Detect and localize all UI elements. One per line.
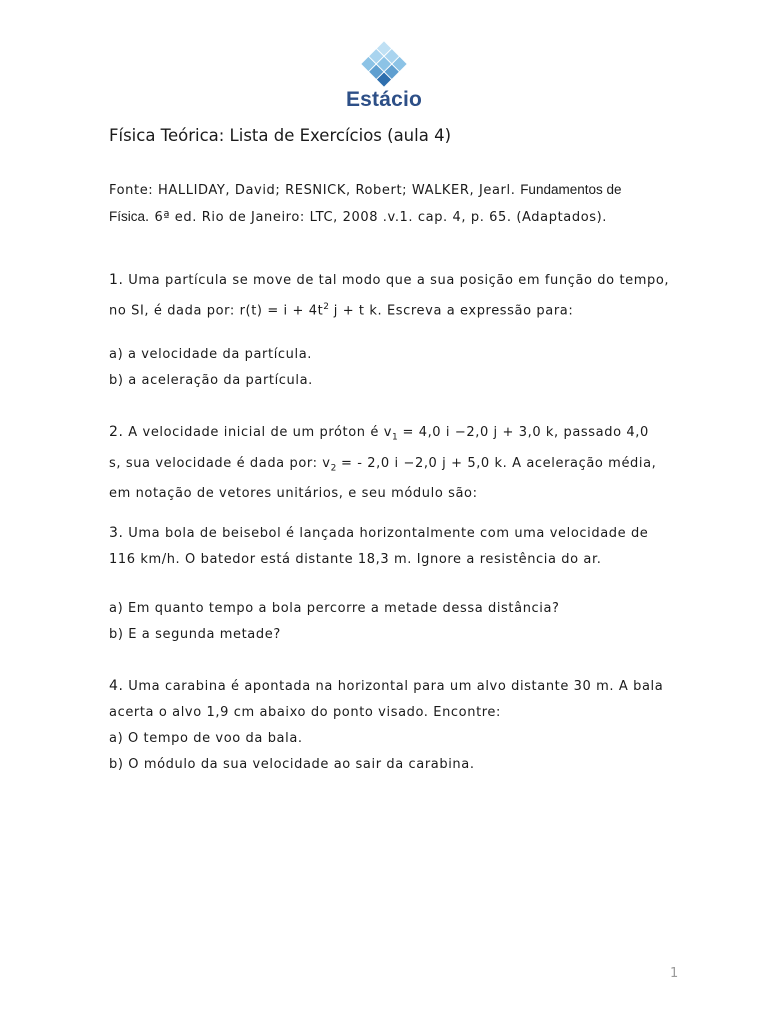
q3-number: 3. — [109, 525, 124, 541]
page-title: Física Teórica: Lista de Exercícios (aula 4) — [109, 126, 452, 145]
source-reference — [109, 177, 669, 231]
q1-line-2: no SI, é dada por: $r(t) = i + 4t^2$ j + t k. Escreva a expressão para: — [109, 302, 574, 319]
question-3-items — [109, 596, 669, 648]
q3-item-a: a) Em quanto tempo a bola percorre a metade dessa distância? — [109, 601, 560, 616]
page-number: 1 — [670, 966, 679, 981]
estacio-logo-icon — [360, 40, 408, 88]
source-line-2: Física. 6ª ed. Rio de Janeiro: LTC, 2008 .v.1. cap. 4, p. 65. (Adaptados). — [109, 209, 608, 225]
q2-line-1: 2. A velocidade inicial de um próton é $v_1 = 4,0$ i −2,0 j + 3,0 k, passado 4,0 — [109, 424, 649, 443]
q4-number: 4. — [109, 678, 124, 694]
q2-line-3: em notação de vetores unitários, e seu módulo são: — [109, 486, 478, 502]
q1-item-a: a) a velocidade da partícula. — [109, 347, 313, 362]
brand-name: Estácio — [345, 88, 423, 111]
q3-line-2: 116 km/h. O batedor está distante 18,3 m. Ignore a resistência do ar. — [109, 552, 602, 567]
q4-line-1: 4. Uma carabina é apontada na horizontal para um alvo distante 30 m. A bala — [109, 678, 664, 694]
question-2 — [109, 419, 669, 507]
book-title-cont: Física — [109, 209, 146, 224]
q2-line-2: s, sua velocidade é dada por: $v_2$ = - 2,0 i −2,0 j + 5,0 k. A aceleração média, — [109, 455, 657, 474]
q4-item-b: b) O módulo da sua velocidade ao sair da carabina. — [109, 757, 475, 772]
q4-item-a: a) O tempo de voo da bala. — [109, 731, 303, 746]
source-line-1: Fonte: HALLIDAY, David; RESNICK, Robert; WALKER, Jearl. Fundamentos de — [109, 182, 622, 198]
q3-item-b: b) E a segunda metade? — [109, 627, 281, 642]
book-title: Fundamentos de — [520, 182, 622, 197]
question-1-items — [109, 342, 669, 394]
question-3 — [109, 520, 669, 573]
q1-item-b: b) a aceleração da partícula. — [109, 373, 313, 388]
q3-line-1: 3. Uma bola de beisebol é lançada horizontalmente com uma velocidade de — [109, 525, 649, 541]
q1-number: 1. — [109, 272, 124, 288]
q2-number: 2. — [109, 424, 124, 440]
q4-line-2: acerta o alvo 1,9 cm abaixo do ponto visado. Encontre: — [109, 705, 502, 720]
q1-line-1: 1. Uma partícula se move de tal modo que a sua posição em função do tempo, — [109, 272, 670, 288]
logo — [334, 40, 434, 112]
question-1 — [109, 267, 669, 324]
question-4 — [109, 673, 669, 778]
